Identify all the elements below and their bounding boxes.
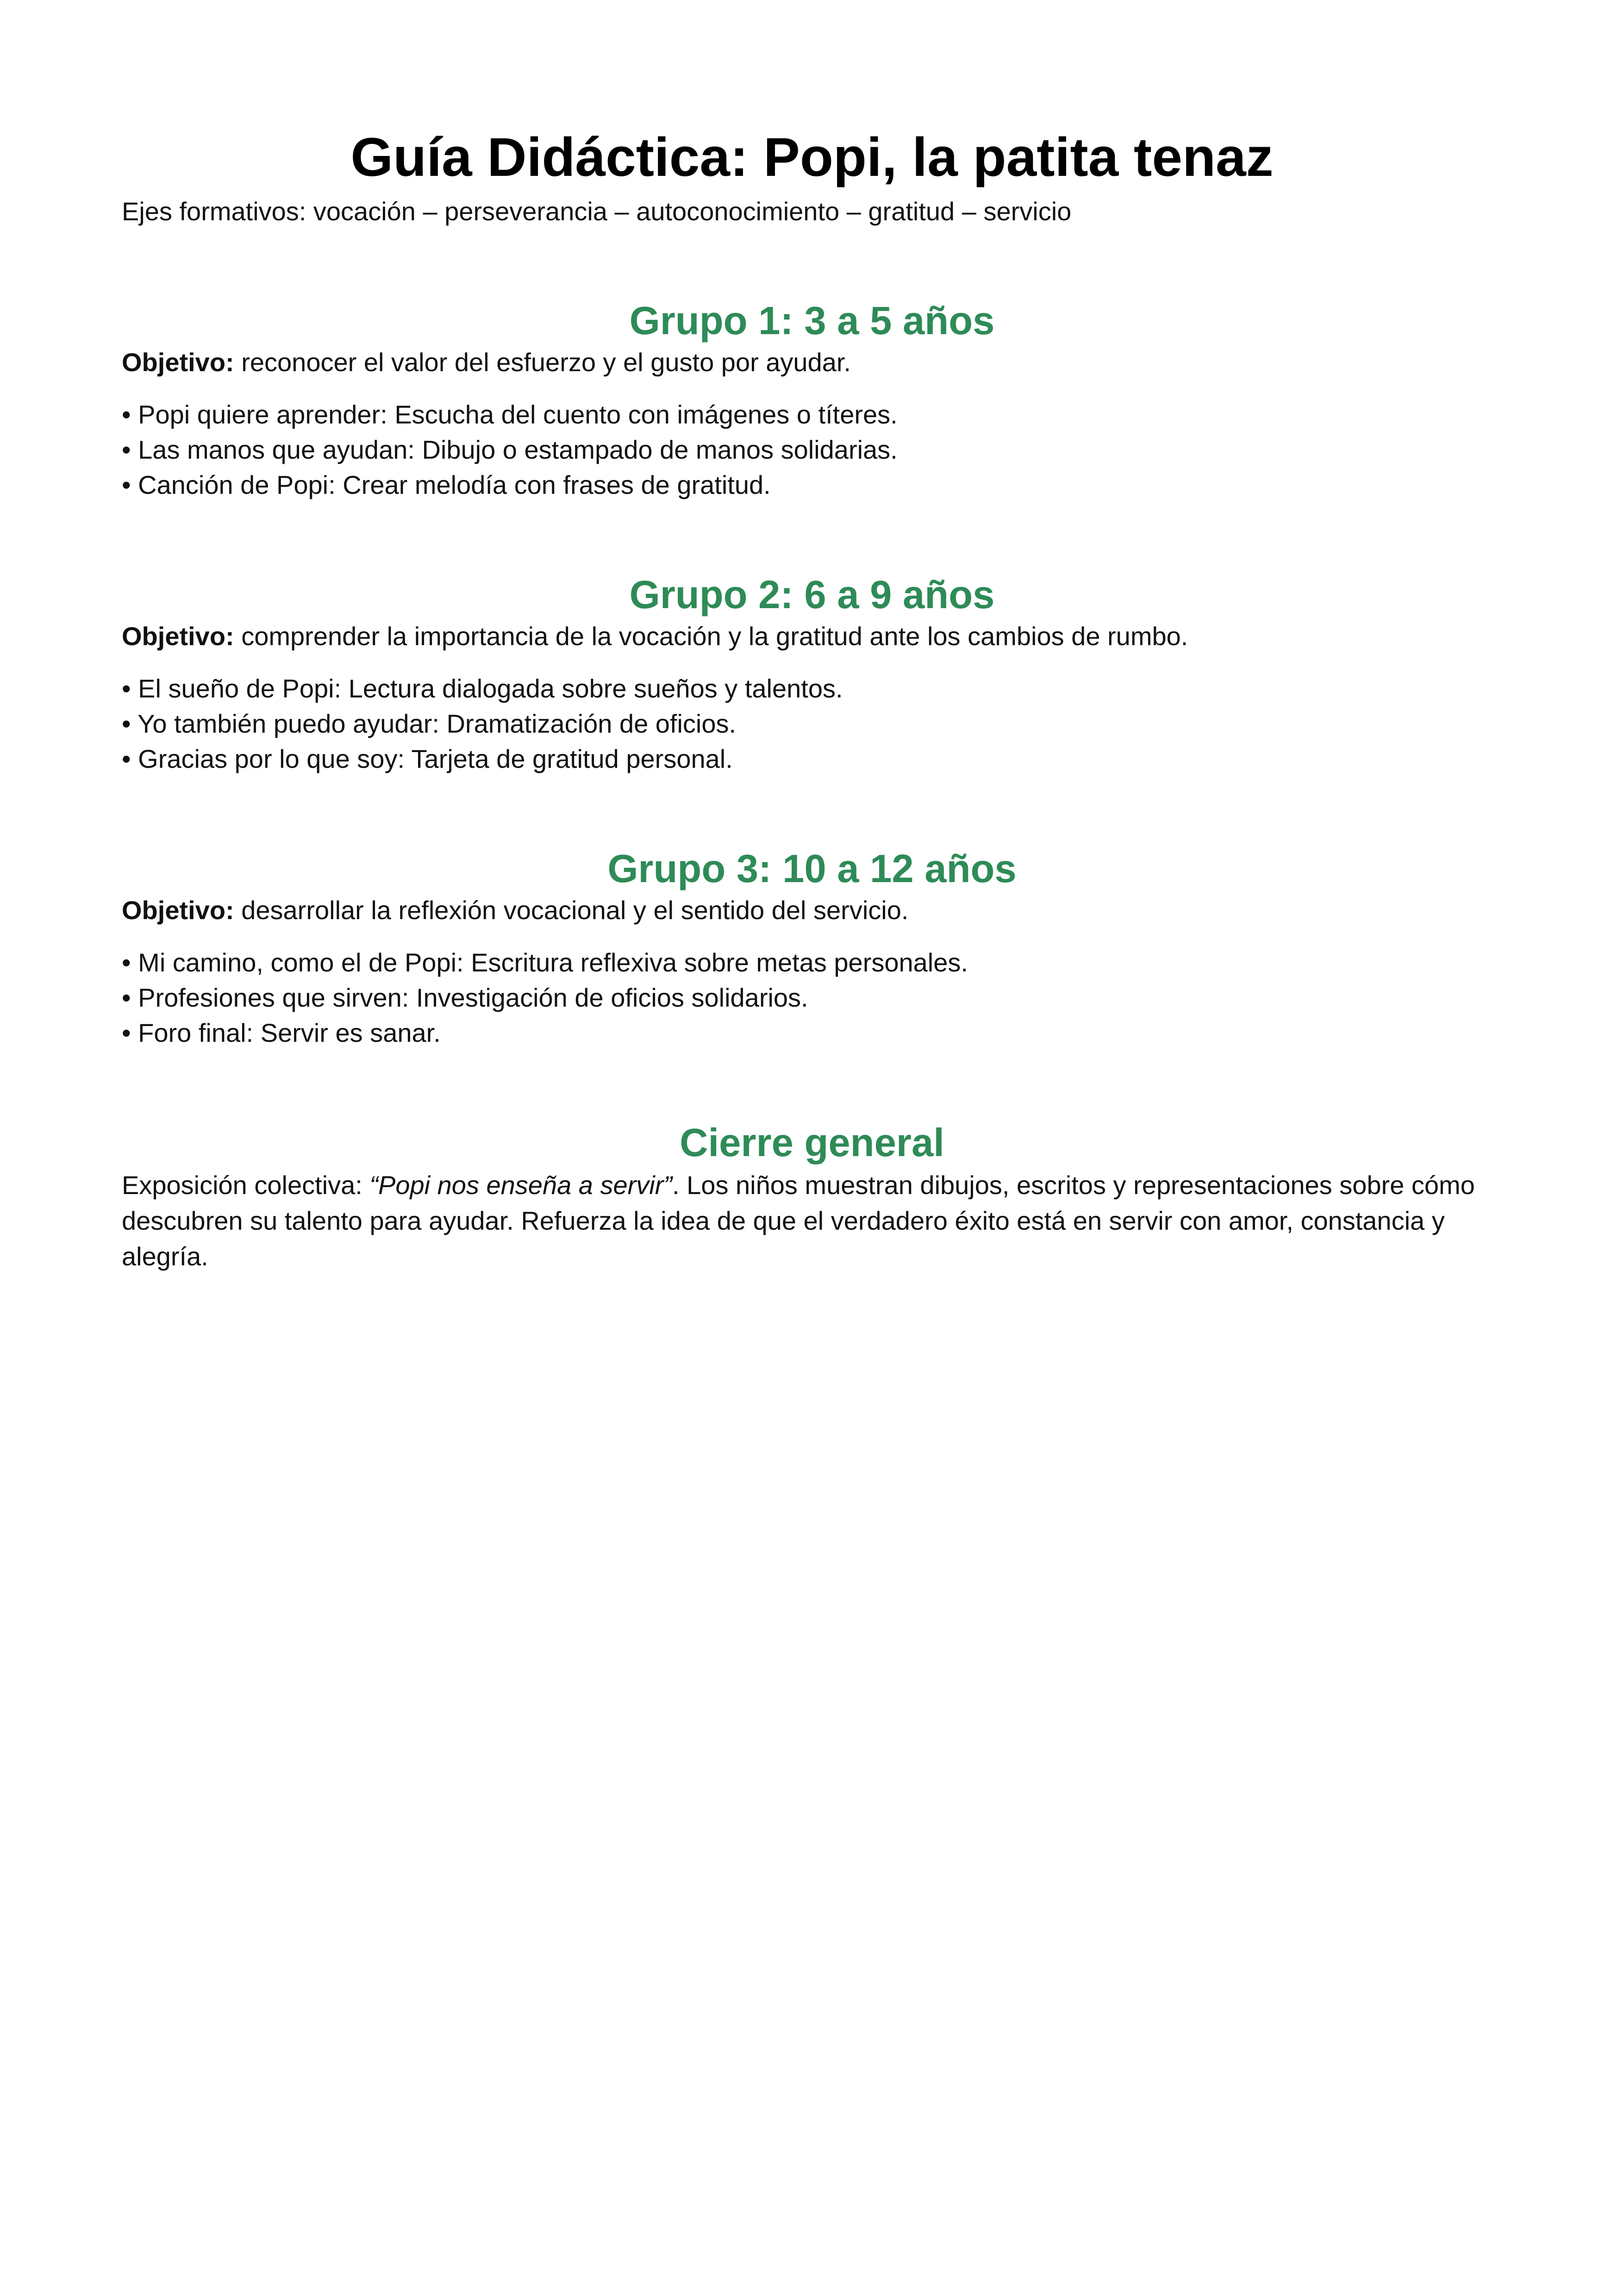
group-1-objective [122, 345, 1502, 380]
activity-item: • Yo también puedo ayudar: Dramatización de oficios. [122, 709, 737, 738]
document-title: Guía Didáctica: Popi, la patita tenaz [350, 127, 1274, 188]
activity-item: • Mi camino, como el de Popi: Escritura reflexiva sobre metas personales. [122, 948, 968, 977]
closing-paragraph [122, 1167, 1502, 1274]
closing-heading: Cierre general [680, 1121, 944, 1165]
group-3-section [122, 845, 1502, 1051]
activity-item: • El sueño de Popi: Lectura dialogada sobre sueños y talentos. [122, 674, 843, 703]
objective-label: Objetivo: [122, 348, 234, 377]
group-1-heading: Grupo 1: 3 a 5 años [629, 299, 995, 343]
document-subtitle: Ejes formativos: vocación – perseverancia – autoconocimiento – gratitud – servicio [122, 197, 1072, 226]
group-2-section [122, 571, 1502, 777]
group-3-objective [122, 893, 1502, 927]
group-2-objective [122, 619, 1502, 653]
activity-item: • Foro final: Servir es sanar. [122, 1018, 441, 1047]
group-1-section [122, 297, 1502, 503]
objective-label: Objetivo: [122, 896, 234, 925]
document-content [122, 120, 1502, 1274]
objective-text: desarrollar la reflexión vocacional y el sentido del servicio. [234, 896, 909, 925]
activity-item: • Las manos que ayudan: Dibujo o estampado de manos solidarias. [122, 435, 898, 464]
group-2-heading: Grupo 2: 6 a 9 años [629, 573, 995, 617]
activity-item: • Gracias por lo que soy: Tarjeta de gratitud personal. [122, 744, 733, 773]
group-2-activity-list [122, 671, 1502, 777]
activity-item: • Canción de Popi: Crear melodía con frases de gratitud. [122, 470, 771, 499]
closing-section [122, 1119, 1502, 1274]
activity-item: • Profesiones que sirven: Investigación de oficios solidarios. [122, 983, 808, 1012]
closing-quote: “Popi nos enseña a servir” [369, 1170, 673, 1200]
objective-text: reconocer el valor del esfuerzo y el gusto por ayudar. [234, 348, 851, 377]
group-1-activity-list [122, 397, 1502, 503]
closing-text-intro: Exposición colectiva: [122, 1170, 370, 1200]
group-3-heading: Grupo 3: 10 a 12 años [607, 847, 1017, 891]
closing-text-body: . Los niños muestran dibujos, escritos y representaciones sobre cómo descubren su talento para ayudar. Refuerza la idea de que el verdadero éxito está en servir con amor, constancia y alegría. [122, 1170, 1475, 1271]
objective-text: comprender la importancia de la vocación y la gratitud ante los cambios de rumbo. [234, 622, 1188, 651]
objective-label: Objetivo: [122, 622, 234, 651]
activity-item: • Popi quiere aprender: Escucha del cuento con imágenes o títeres. [122, 400, 898, 429]
group-3-activity-list [122, 945, 1502, 1051]
